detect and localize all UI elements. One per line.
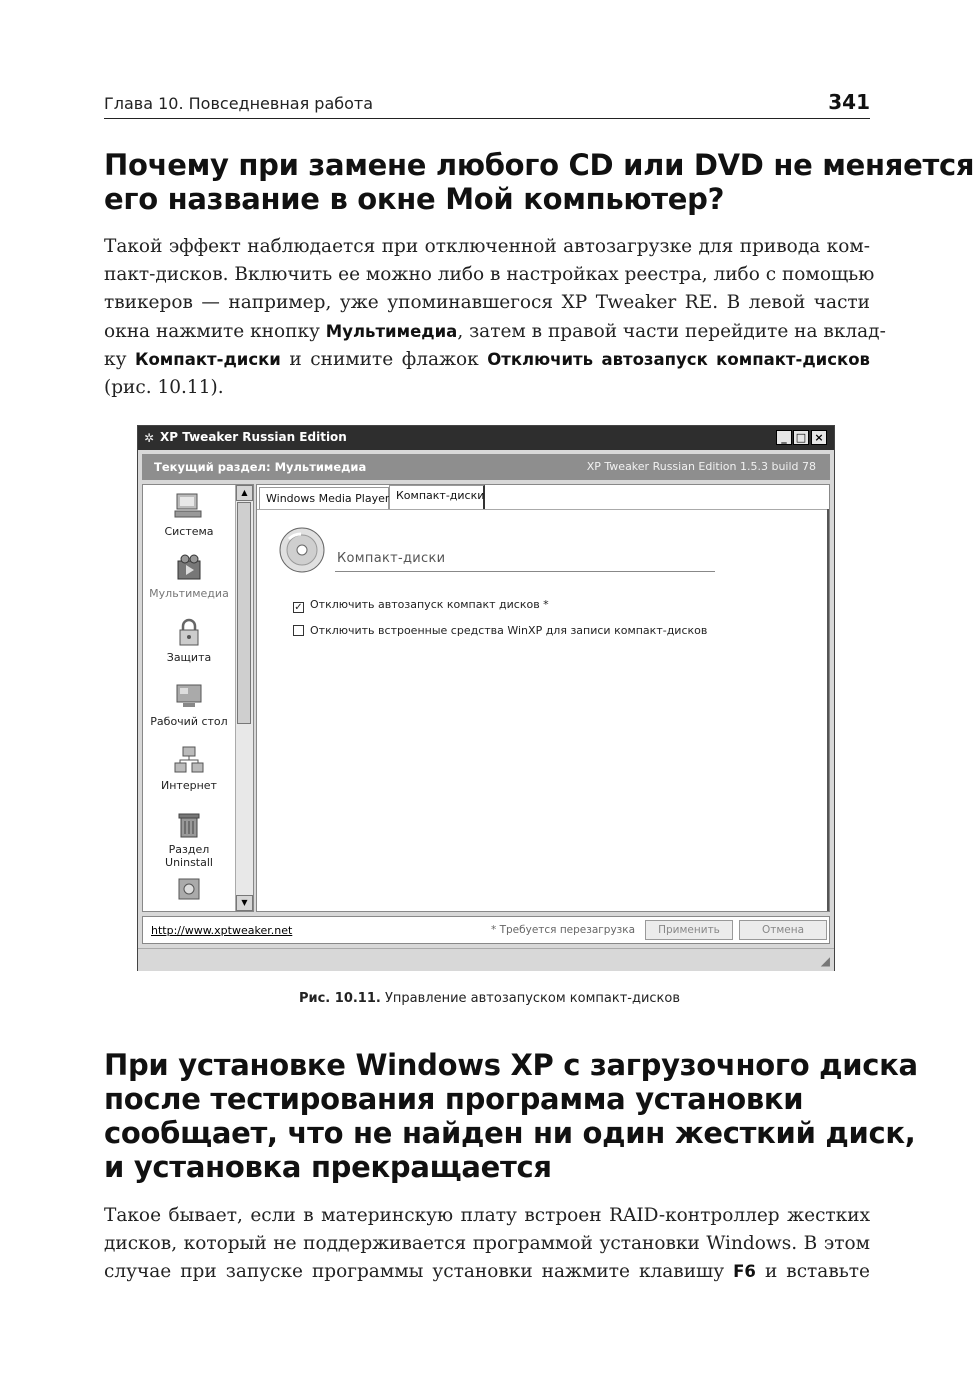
heading-line: и установка прекращается	[104, 1150, 552, 1184]
tab-divider	[257, 509, 829, 510]
text-run: , затем в правой части перейдите на вклад-	[457, 320, 886, 342]
caption-text: Управление автозапуском компакт-дисков	[380, 991, 681, 1006]
scroll-thumb[interactable]	[237, 502, 251, 724]
figure-number: Рис. 10.11.	[298, 991, 381, 1006]
checkbox-disable-burning[interactable]	[293, 625, 304, 636]
text-run: окна нажмите кнопку	[104, 320, 326, 342]
text-line: Такое бывает, если в материнскую плату встроен RAID-контроллер жестких	[104, 1205, 870, 1226]
section-header-bar	[142, 454, 830, 480]
section-heading-cd-name	[104, 148, 975, 216]
heading-line: Почему при замене любого CD или DVD не меняется	[104, 148, 975, 182]
text-line	[104, 346, 870, 374]
network-icon	[173, 745, 205, 775]
heading-line: после тестирования программа установки	[104, 1082, 804, 1116]
paragraph-raid	[104, 1202, 870, 1287]
restart-note: * Требуется перезагрузка	[491, 924, 636, 936]
nav-item-more[interactable]	[143, 873, 235, 907]
screenshot-xp-tweaker	[137, 425, 835, 971]
section-heading-raid	[104, 1048, 918, 1184]
chapter-title: Глава 10. Повседневная работа	[104, 94, 374, 113]
nav-item-security[interactable]	[143, 617, 235, 664]
text-line: (рис. 10.11).	[104, 377, 224, 399]
scroll-up-arrow-icon[interactable]: ▲	[236, 485, 253, 501]
section-divider	[335, 571, 715, 572]
bold-term-multimedia: Мультимедиа	[325, 321, 458, 341]
nav-item-label: Раздел Uninstall	[165, 843, 213, 869]
lock-icon	[173, 617, 205, 647]
multimedia-icon	[173, 553, 205, 583]
website-link[interactable]: http://www.xptweaker.net	[151, 924, 293, 937]
text-run: ку	[104, 348, 135, 370]
status-bar	[138, 948, 834, 971]
option-disable-burning[interactable]	[293, 624, 707, 637]
resize-grip-icon[interactable]: ◢	[820, 954, 830, 968]
nav-panel	[142, 484, 254, 912]
version-label: XP Tweaker Russian Edition 1.5.3 build 78	[586, 460, 816, 473]
heading-line: сообщает, что не найден ни один жесткий диск,	[104, 1116, 916, 1150]
nav-item-label: Мультимедиа	[149, 587, 229, 600]
text-run: и снимите флажок	[280, 348, 488, 370]
bold-key-f6: F6	[733, 1262, 756, 1282]
heading-line: его название в окне Мой компьютер?	[104, 182, 725, 216]
text-run: и вставьте	[755, 1261, 870, 1283]
nav-item-label: Интернет	[161, 779, 217, 792]
text-line	[104, 1258, 870, 1286]
text-line: Такой эффект наблюдается при отключенной автозагрузке для привода ком-	[104, 236, 870, 257]
close-button[interactable]: ×	[811, 430, 827, 445]
settings-panel	[256, 484, 830, 912]
figure-caption	[0, 991, 979, 1006]
nav-item-multimedia[interactable]	[143, 553, 235, 600]
recycle-bin-icon	[173, 809, 205, 839]
cancel-button[interactable]: Отмена	[739, 920, 827, 940]
bold-term-disable-autorun: Отключить автозапуск компакт-дисков	[487, 349, 870, 369]
window-titlebar[interactable]	[138, 426, 834, 450]
window-title: XP Tweaker Russian Edition	[160, 430, 347, 444]
maximize-button[interactable]: □	[793, 430, 809, 445]
section-title: Компакт-диски	[337, 551, 446, 566]
nav-item-internet[interactable]	[143, 745, 235, 792]
text-line: твикеров — например, уже упоминавшегося XP Tweaker RE. В левой части	[104, 292, 870, 314]
tools-icon	[173, 873, 205, 903]
tab-compact-discs[interactable]: Компакт-диски	[389, 485, 485, 509]
nav-item-desktop[interactable]	[143, 681, 235, 728]
computer-icon	[173, 491, 205, 521]
tab-windows-media-player[interactable]: Windows Media Player	[259, 487, 389, 509]
text-line: пакт-дисков. Включить ее можно либо в настройках реестра, либо с помощью	[104, 264, 875, 286]
nav-scrollbar[interactable]	[235, 485, 253, 911]
running-head	[104, 92, 870, 119]
apply-button[interactable]: Применить	[645, 920, 733, 940]
app-icon: ✲	[144, 431, 155, 445]
page-number: 341	[828, 90, 870, 114]
desktop-icon	[173, 681, 205, 711]
paragraph-autorun	[104, 233, 886, 402]
nav-item-uninstall[interactable]	[143, 809, 235, 869]
nav-item-label: Система	[164, 525, 214, 538]
scroll-down-arrow-icon[interactable]: ▼	[236, 895, 253, 911]
cd-icon	[277, 525, 327, 575]
text-line	[104, 318, 886, 346]
option-label: Отключить встроенные средства WinXP для записи компакт-дисков	[310, 624, 708, 637]
bottom-bar	[142, 916, 830, 944]
panel-edge	[827, 509, 829, 911]
nav-item-label: Рабочий стол	[150, 715, 228, 728]
minimize-button[interactable]: _	[776, 430, 792, 445]
nav-item-system[interactable]	[143, 491, 235, 538]
current-section-label: Текущий раздел: Мультимедиа	[154, 460, 367, 474]
nav-item-label: Защита	[166, 651, 212, 664]
option-disable-autorun[interactable]	[293, 598, 549, 613]
bold-term-cd-tab: Компакт-диски	[134, 349, 281, 369]
option-label: Отключить автозапуск компакт дисков *	[310, 598, 549, 611]
heading-line: При установке Windows XP с загрузочного диска	[104, 1048, 918, 1082]
text-line: дисков, который не поддерживается программой установки Windows. В этом	[104, 1233, 870, 1255]
text-run: случае при запуске программы установки нажмите клавишу	[104, 1261, 734, 1283]
checkbox-disable-autorun[interactable]: ✓	[294, 602, 303, 613]
